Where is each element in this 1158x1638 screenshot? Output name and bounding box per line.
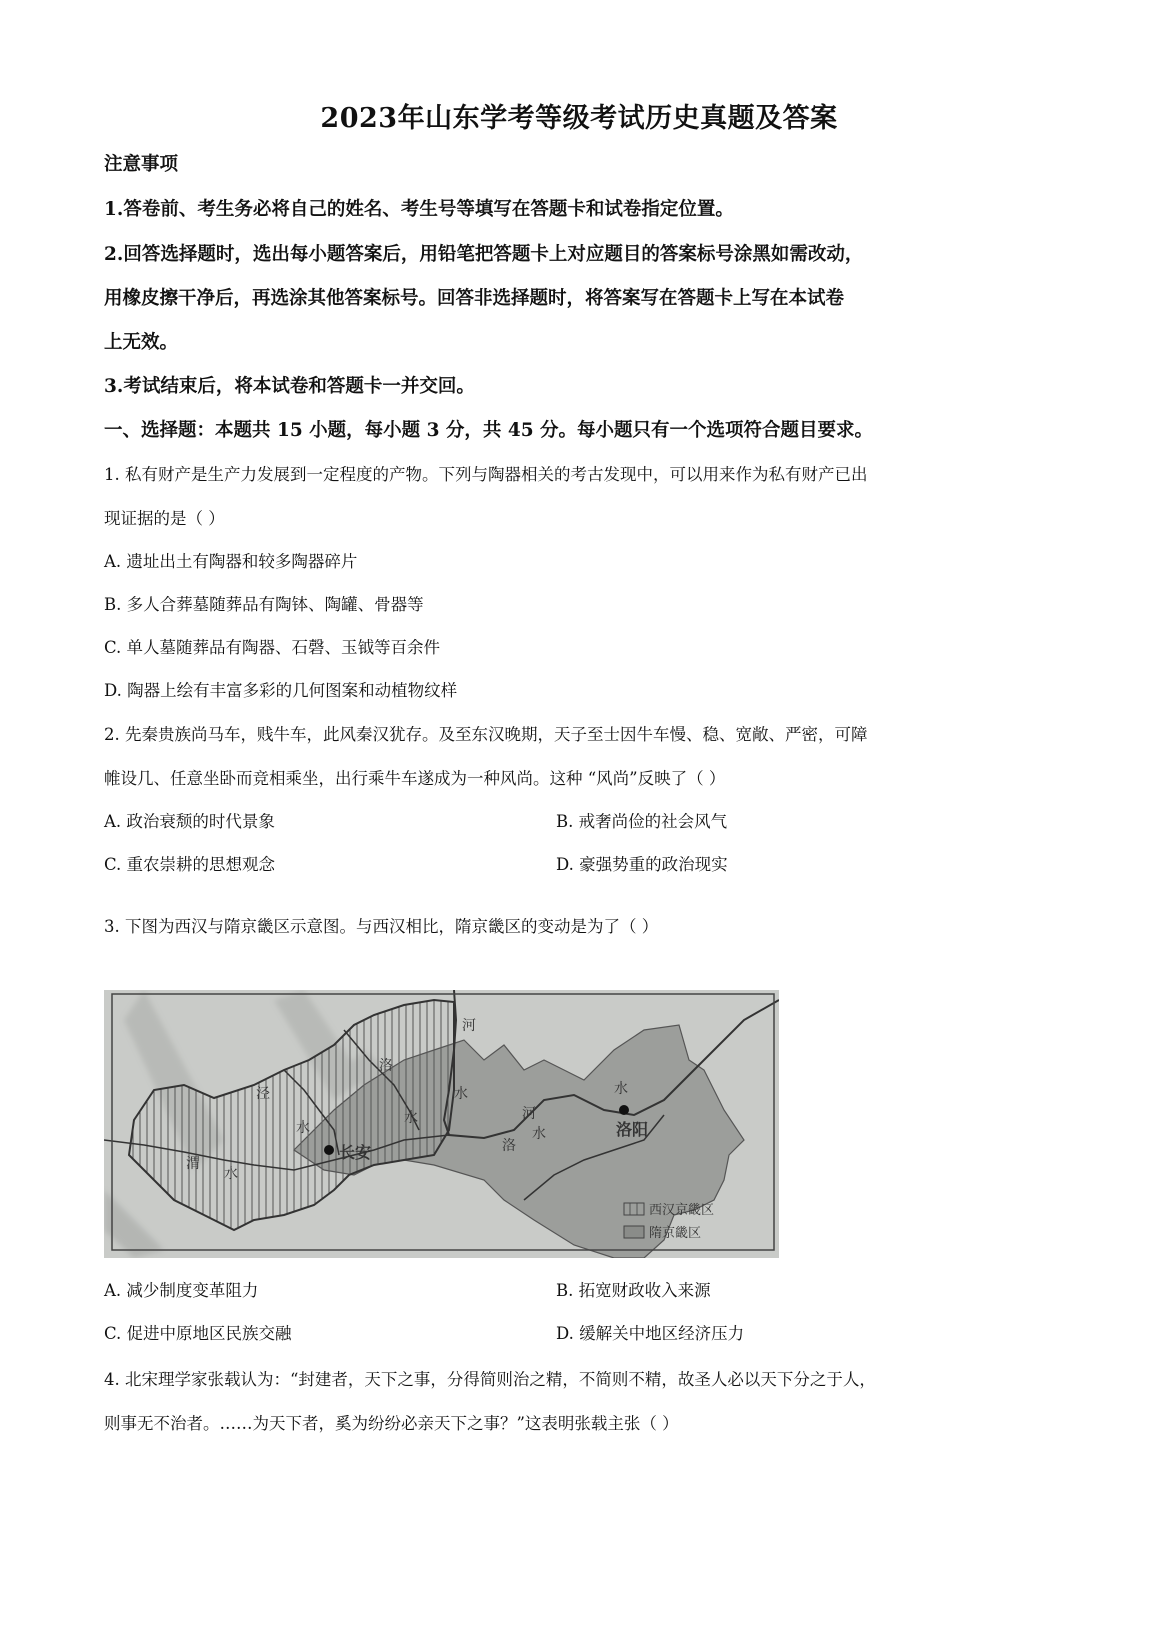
map-label-shui-north: 水 — [454, 1086, 468, 1102]
notice-item-2: 2.回答选择题时，选出每小题答案后，用铅笔把答题卡上对应题目的答案标号涂黑如需改动， — [104, 244, 864, 265]
question-2-option-d: D. 豪强势重的政治现实 — [556, 855, 728, 874]
map-label-luoyang: 洛阳 — [616, 1120, 649, 1139]
question-1-option-b: B. 多人合葬墓随葬品有陶钵、陶罐、骨器等 — [104, 595, 424, 614]
question-2-line-1: 2. 先秦贵族尚马车，贱牛车，此风秦汉犹存。及至东汉晚期，天子至士因牛车慢、稳、宽敞、严密，可障 — [104, 725, 868, 744]
question-2-option-a: A. 政治衰颓的时代景象 — [104, 812, 275, 831]
map-label-wei: 渭 — [186, 1156, 200, 1172]
question-3-line-1: 3. 下图为西汉与隋京畿区示意图。与西汉相比，隋京畿区的变动是为了（ ） — [104, 917, 659, 936]
notice-item-2-end: 上无效。 — [104, 332, 179, 353]
map-label-luo-south: 洛 — [502, 1138, 516, 1154]
changan-marker — [324, 1145, 334, 1155]
question-3-option-a: A. 减少制度变革阻力 — [104, 1281, 259, 1300]
map-label-luo-north: 洛 — [379, 1058, 393, 1074]
question-3-option-d: D. 缓解关中地区经济压力 — [556, 1324, 745, 1343]
legend-label-western-han: 西汉京畿区 — [649, 1203, 715, 1218]
question-2-option-c: C. 重农崇耕的思想观念 — [104, 855, 276, 874]
capital-region-map — [104, 990, 779, 1258]
map-label-he-top: 河 — [462, 1018, 476, 1034]
notice-item-1: 1.答卷前、考生务必将自己的姓名、考生号等填写在答题卡和试卷指定位置。 — [104, 199, 734, 220]
map-label-shui-mid: 水 — [614, 1081, 628, 1097]
question-4-line-1: 4. 北宋理学家张载认为：“封建者，天下之事，分得简则治之精，不简则不精，故圣人必以天下分之于人， — [104, 1370, 876, 1389]
notice-heading: 注意事项 — [104, 154, 179, 175]
legend-label-sui: 隋京畿区 — [649, 1226, 702, 1241]
question-1-line-1: 1. 私有财产是生产力发展到一定程度的产物。下列与陶器相关的考古发现中，可以用来作为私有财产已出 — [104, 465, 868, 484]
question-3-option-c: C. 促进中原地区民族交融 — [104, 1324, 292, 1343]
question-3-option-b: B. 拓宽财政收入来源 — [556, 1281, 711, 1300]
notice-item-2-cont: 用橡皮擦干净后，再选涂其他答案标号。回答非选择题时，将答案写在答题卡上写在本试卷 — [104, 288, 845, 309]
map-label-luo-south-shui: 水 — [532, 1126, 546, 1142]
map-label-luo-shui-mid: 水 — [404, 1110, 418, 1126]
legend-swatch-sui — [624, 1226, 644, 1238]
question-1-option-c: C. 单人墓随葬品有陶器、石磬、玉钺等百余件 — [104, 638, 441, 657]
map-label-jing-shui: 水 — [296, 1120, 310, 1136]
question-2-option-b: B. 戒奢尚俭的社会风气 — [556, 812, 728, 831]
question-2-line-2: 帷设几、任意坐卧而竞相乘坐，出行乘牛车遂成为一种风尚。这种 “风尚”反映了（ ） — [104, 769, 726, 788]
legend-swatch-western-han — [624, 1203, 644, 1215]
question-1-option-a: A. 遗址出土有陶器和较多陶器碎片 — [104, 552, 358, 571]
notice-item-3: 3.考试结束后，将本试卷和答题卡一并交回。 — [104, 376, 475, 397]
map-label-changan: 长安 — [339, 1143, 372, 1162]
map-label-jing: 泾 — [256, 1086, 270, 1102]
map-label-he-mid: 河 — [522, 1106, 536, 1122]
document-title: 2023年山东学考等级考试历史真题及答案 — [320, 103, 838, 134]
map-label-wei-shui: 水 — [224, 1166, 238, 1182]
luoyang-marker — [619, 1105, 629, 1115]
section-heading: 一、选择题：本题共 15 小题，每小题 3 分，共 45 分。每小题只有一个选项符合题目要求。 — [104, 420, 874, 441]
question-4-line-2: 则事无不治者。……为天下者，奚为纷纷必亲天下之事？”这表明张载主张（ ） — [104, 1414, 679, 1433]
question-1-line-2: 现证据的是（ ） — [104, 509, 225, 528]
question-1-option-d: D. 陶器上绘有丰富多彩的几何图案和动植物纹样 — [104, 681, 458, 700]
